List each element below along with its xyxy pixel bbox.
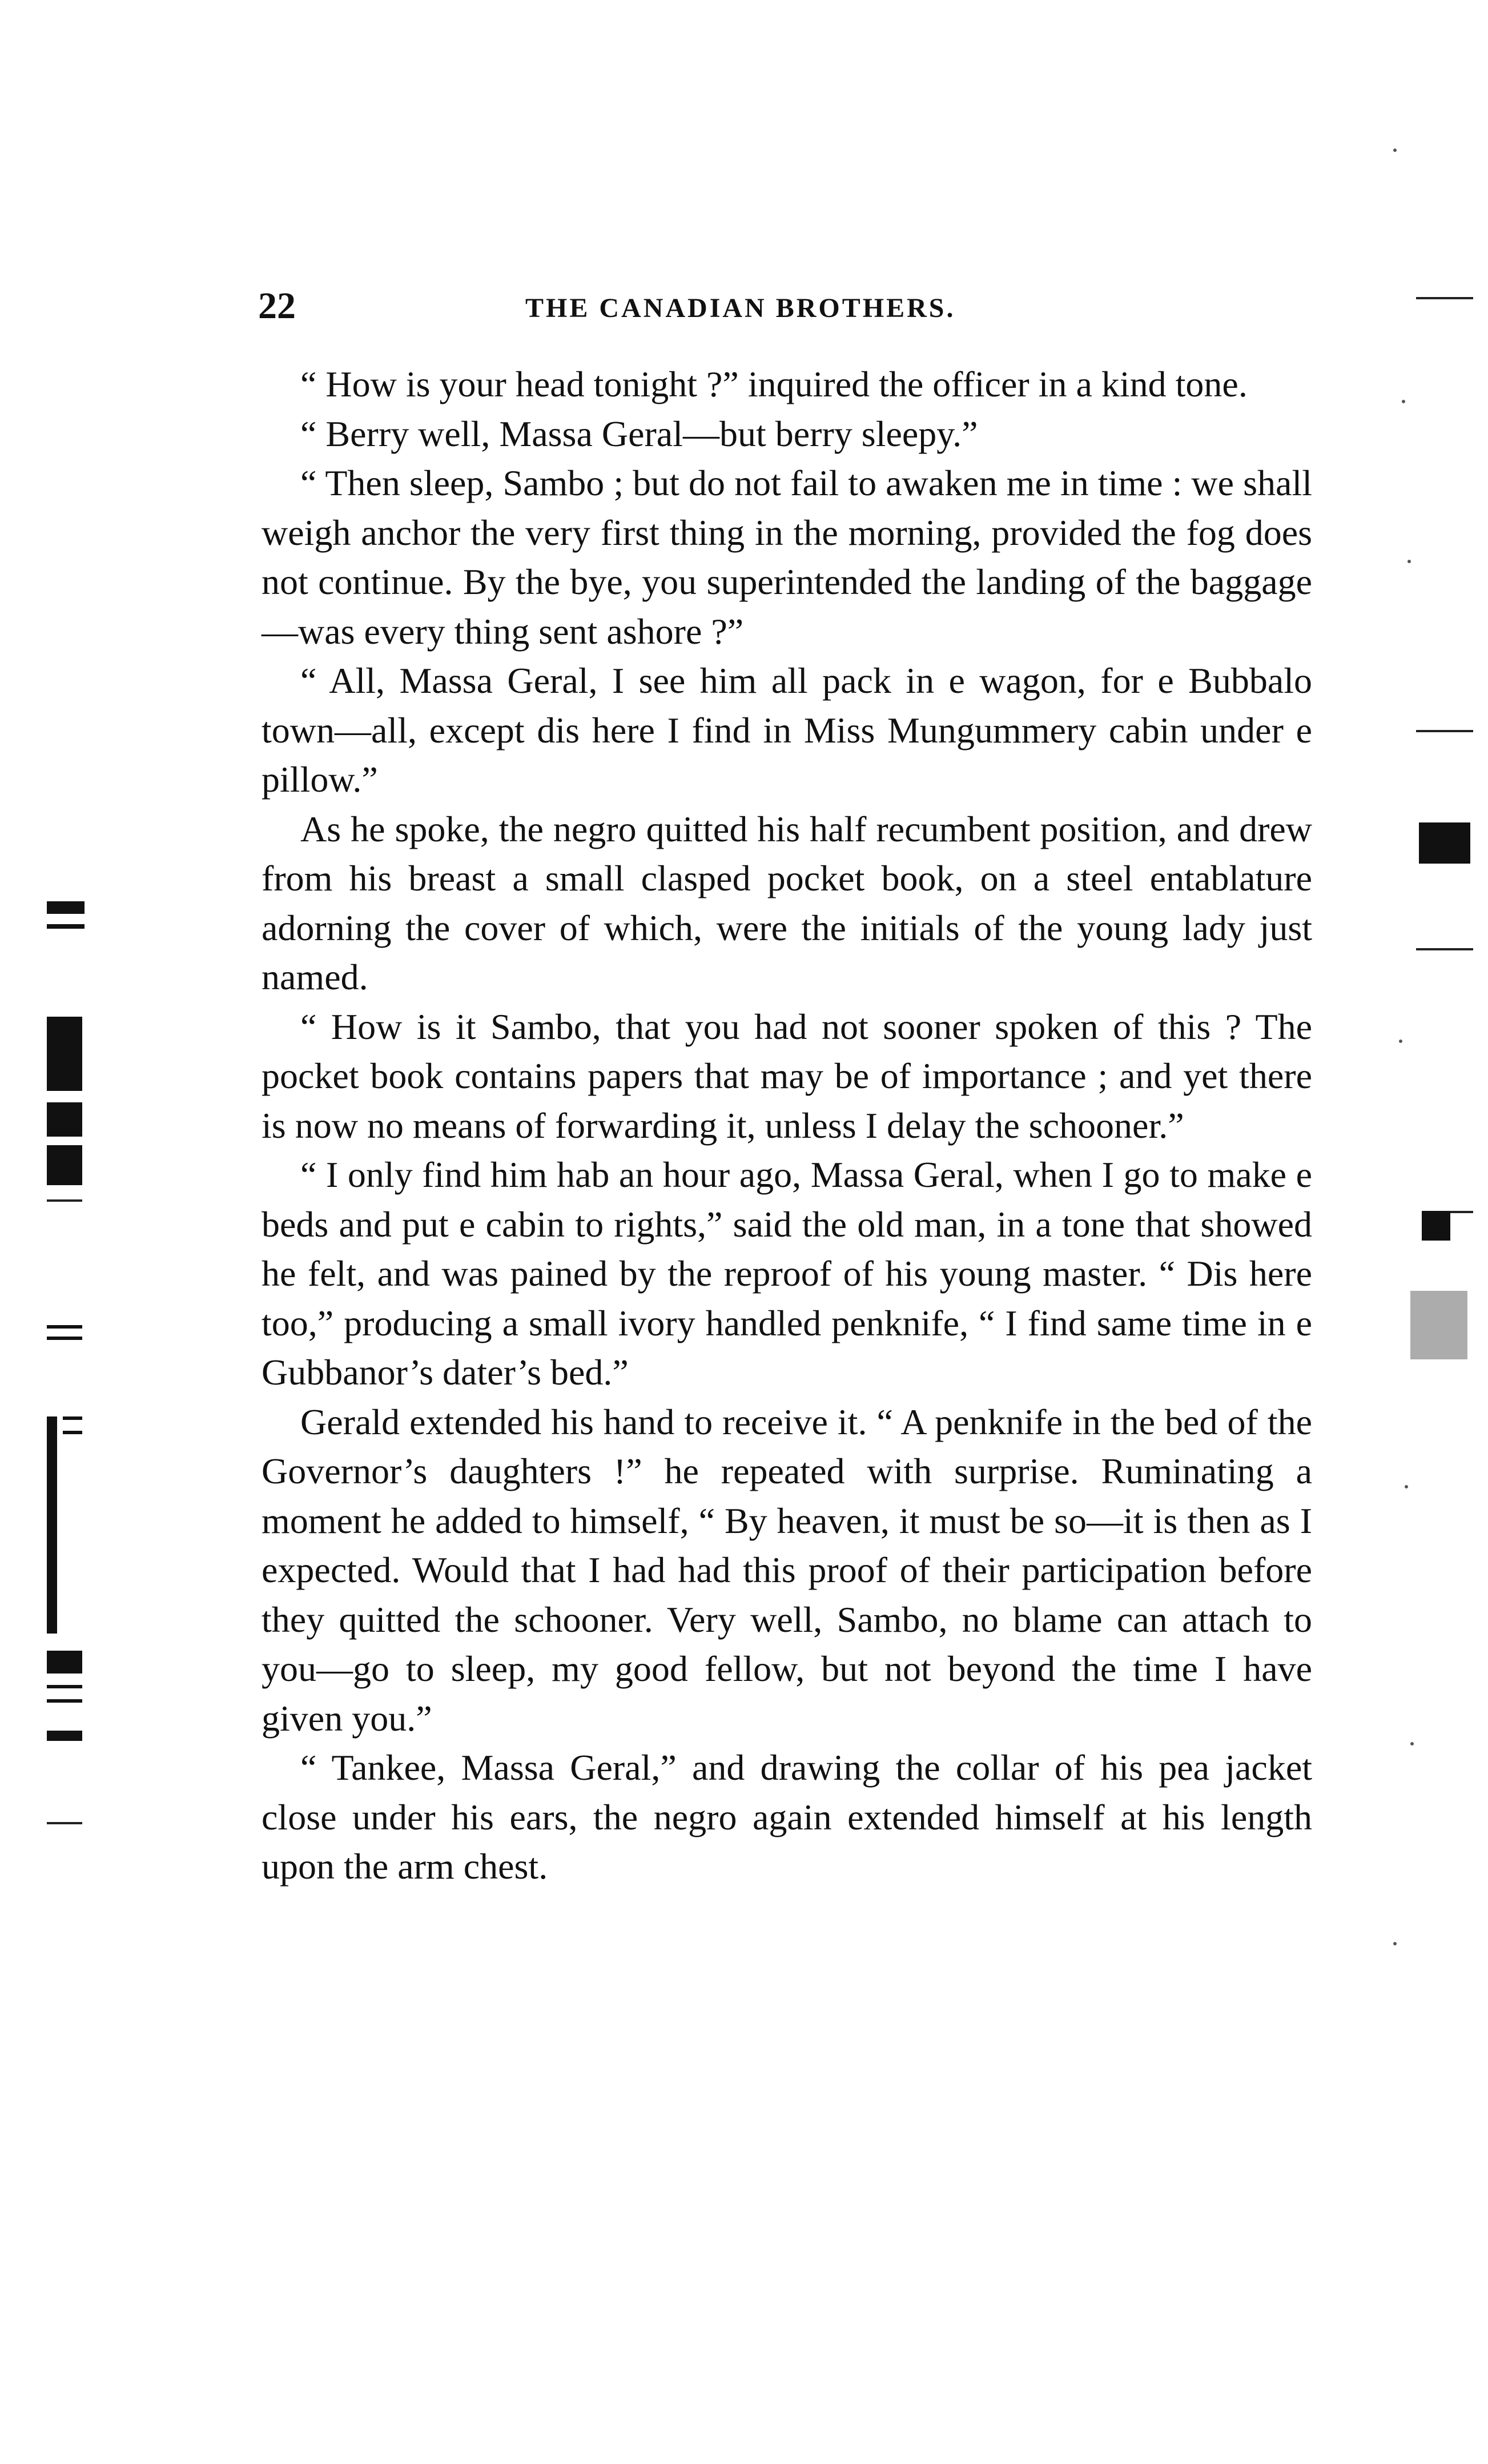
margin-mark <box>47 1199 82 1202</box>
margin-mark <box>63 1431 82 1434</box>
paragraph: Gerald extended his hand to receive it. “ A penknife in the bed of the Governor’s daughters !” he repeated with surprise. Ruminating a moment he added to himself, “ By heaven, it must be so—it is then as I expected. Would that I had had this proof of their participation before they quitted the schooner. Very well, Sambo, no blame can attach to you—go to sleep, my good fellow, but not beyond the time I have given you.” <box>262 1401 1312 1739</box>
margin-mark <box>47 1685 82 1688</box>
margin-mark <box>1407 560 1411 563</box>
page-header <box>258 284 1303 336</box>
margin-mark <box>47 901 85 914</box>
paragraph: “ Then sleep, Sambo ; but do not fail to awaken me in time : we shall weigh anchor the very first thing in the morning, provided the fog does not continue. By the bye, you superintended the landing of the baggage—was every thing sent ashore ?” <box>262 463 1312 652</box>
margin-mark <box>1450 1211 1473 1213</box>
paragraph: As he spoke, the negro quitted his half recumbent position, and drew from his breast a small clasped pocket book, on a steel entablature adorning the cover of which, were the initials of the young lady just named. <box>262 808 1312 997</box>
page-number: 22 <box>258 285 296 327</box>
margin-mark <box>1416 297 1473 299</box>
margin-mark <box>1416 948 1473 950</box>
margin-mark <box>1410 1742 1414 1745</box>
margin-mark <box>1410 1291 1467 1359</box>
body-text <box>262 360 1312 1892</box>
margin-mark <box>63 1416 82 1420</box>
margin-mark <box>47 1337 82 1340</box>
margin-mark <box>47 1325 82 1329</box>
margin-mark <box>1393 1942 1397 1945</box>
margin-mark <box>47 1651 82 1674</box>
margin-mark <box>1419 822 1470 864</box>
margin-mark <box>47 1822 82 1824</box>
margin-mark <box>1399 1040 1402 1043</box>
margin-mark <box>47 1102 82 1137</box>
running-title: THE CANADIAN BROTHERS. <box>525 293 956 323</box>
margin-mark <box>1402 400 1405 403</box>
paragraph: “ How is your head tonight ?” inquired the officer in a kind tone. <box>300 364 1248 404</box>
margin-mark <box>1405 1485 1408 1488</box>
margin-mark <box>1393 149 1397 152</box>
margin-mark <box>1422 1211 1450 1241</box>
margin-mark <box>47 1416 57 1634</box>
paragraph: “ All, Massa Geral, I see him all pack in e wagon, for e Bubbalo town—all, except dis here I find in Miss Mungummery cabin under e pillow.” <box>262 660 1312 800</box>
margin-mark <box>47 1017 82 1091</box>
paragraph: “ How is it Sambo, that you had not sooner spoken of this ? The pocket book contains papers that may be of importance ; and yet there is now no means of forwarding it, unless I delay the schooner.” <box>262 1006 1312 1146</box>
paragraph: “ Tankee, Massa Geral,” and drawing the collar of his pea jacket close under his ears, the negro again extended himself at his length upon the arm chest. <box>262 1747 1312 1887</box>
margin-mark <box>47 1145 82 1185</box>
margin-mark <box>47 924 85 929</box>
margin-mark <box>47 1699 82 1703</box>
paragraph: “ I only find him hab an hour ago, Massa Geral, when I go to make e beds and put e cabin to rights,” said the old man, in a tone that showed he felt, and was pained by the reproof of his young master. “ Dis here too,” producing a small ivory handled penknife, “ I find same time in e Gubbanor’s dater’s bed.” <box>262 1154 1312 1392</box>
margin-mark <box>1416 730 1473 732</box>
paragraph: “ Berry well, Massa Geral—but berry sleepy.” <box>300 413 978 454</box>
margin-mark <box>47 1731 82 1741</box>
